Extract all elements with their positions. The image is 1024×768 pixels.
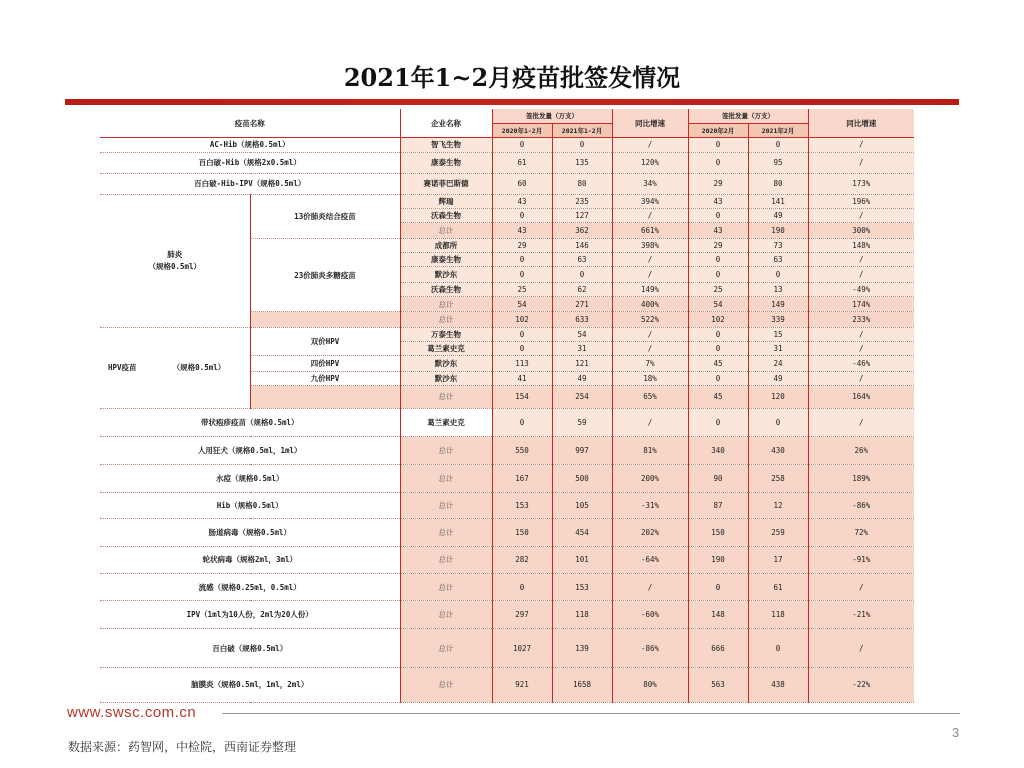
row-value-2021-feb: 73 bbox=[748, 238, 808, 252]
row-yoy-jan-feb: / bbox=[612, 342, 688, 356]
table-row bbox=[100, 174, 914, 195]
row-value-2020-jan-feb: 113 bbox=[492, 356, 552, 371]
row-yoy-jan-feb: -64% bbox=[612, 547, 688, 574]
row-value-2021-jan-feb: 80 bbox=[552, 174, 612, 195]
row-yoy-feb: / bbox=[808, 629, 914, 668]
row-value-2020-jan-feb: 154 bbox=[492, 386, 552, 409]
row-value-2020-jan-feb: 0 bbox=[492, 573, 552, 601]
row-yoy-jan-feb: 80% bbox=[612, 667, 688, 702]
row-yoy-jan-feb: -60% bbox=[612, 601, 688, 629]
row-value-2020-feb: 45 bbox=[688, 386, 748, 409]
row-vaccine-name: 轮状病毒（规格2ml，3ml） bbox=[100, 547, 400, 574]
row-vaccine-name: 百白破（规格0.5ml） bbox=[100, 629, 400, 668]
row-yoy-feb: / bbox=[808, 327, 914, 341]
row-value-2021-feb: 149 bbox=[748, 297, 808, 312]
row-yoy-feb: -21% bbox=[808, 601, 914, 629]
table-row bbox=[100, 629, 914, 668]
row-value-2020-feb: 0 bbox=[688, 208, 748, 222]
row-value-2021-feb: 0 bbox=[748, 629, 808, 668]
header-period-2020-feb: 2020年2月 bbox=[688, 123, 748, 137]
row-value-2021-feb: 0 bbox=[748, 408, 808, 437]
header-yoy-1: 同比增速 bbox=[612, 109, 688, 138]
row-yoy-feb: 148% bbox=[808, 238, 914, 252]
row-value-2021-feb: 49 bbox=[748, 208, 808, 222]
row-company: 成都所 bbox=[400, 238, 492, 252]
header-company: 企业名称 bbox=[400, 109, 492, 138]
row-value-2020-feb: 666 bbox=[688, 629, 748, 668]
row-value-2021-feb: 31 bbox=[748, 342, 808, 356]
row-value-2020-jan-feb: 41 bbox=[492, 371, 552, 385]
row-value-2021-feb: 430 bbox=[748, 437, 808, 465]
row-value-2021-jan-feb: 118 bbox=[552, 601, 612, 629]
row-value-2021-jan-feb: 54 bbox=[552, 327, 612, 341]
group-pneumonia: 肺炎 （规格0.5ml） bbox=[100, 194, 250, 327]
row-company: 沃森生物 bbox=[400, 282, 492, 296]
row-yoy-feb: / bbox=[808, 208, 914, 222]
row-yoy-feb: 233% bbox=[808, 312, 914, 327]
row-company: 万泰生物 bbox=[400, 327, 492, 341]
row-value-2020-jan-feb: 61 bbox=[492, 152, 552, 174]
page-title: 2021年1~2月疫苗批签发情况 bbox=[343, 63, 681, 92]
row-yoy-feb: / bbox=[808, 138, 914, 152]
row-yoy-jan-feb: / bbox=[612, 208, 688, 222]
row-value-2020-feb: 90 bbox=[688, 465, 748, 493]
row-vaccine-name: 脑膜炎（规格0.5ml，1ml，2ml） bbox=[100, 667, 400, 702]
row-yoy-feb: -22% bbox=[808, 667, 914, 702]
row-value-2021-feb: 63 bbox=[748, 252, 808, 266]
table-row bbox=[100, 573, 914, 601]
row-value-2020-jan-feb: 282 bbox=[492, 547, 552, 574]
row-yoy-feb: -46% bbox=[808, 356, 914, 371]
row-value-2021-jan-feb: 0 bbox=[552, 138, 612, 152]
row-value-2020-feb: 0 bbox=[688, 408, 748, 437]
row-vaccine-name: 水痘（规格0.5ml） bbox=[100, 465, 400, 493]
row-value-2020-jan-feb: 0 bbox=[492, 267, 552, 282]
header-period-2021-feb: 2021年2月 bbox=[748, 123, 808, 137]
footer-divider bbox=[222, 713, 960, 714]
group-hpv4: 四价HPV bbox=[250, 356, 400, 371]
row-vaccine-name: Hib（规格0.5ml） bbox=[100, 492, 400, 519]
row-value-2021-jan-feb: 153 bbox=[552, 573, 612, 601]
header-approved-volume: 签批发量（万支） bbox=[492, 109, 612, 123]
row-yoy-feb: -49% bbox=[808, 282, 914, 296]
row-company: 总计 bbox=[400, 312, 492, 327]
row-yoy-jan-feb: -31% bbox=[612, 492, 688, 519]
row-vaccine-name: IPV（1ml为10人份，2ml为20人份） bbox=[100, 601, 400, 629]
row-value-2020-feb: 0 bbox=[688, 138, 748, 152]
row-value-2021-feb: 0 bbox=[748, 138, 808, 152]
row-value-2020-jan-feb: 153 bbox=[492, 492, 552, 519]
row-value-2021-feb: 95 bbox=[748, 152, 808, 174]
row-company: 总计 bbox=[400, 386, 492, 409]
row-value-2020-feb: 0 bbox=[688, 573, 748, 601]
row-vaccine-name: 百白破-Hib（规格2x0.5ml） bbox=[100, 152, 400, 174]
row-value-2020-feb: 43 bbox=[688, 194, 748, 208]
row-company: 总计 bbox=[400, 573, 492, 601]
vaccine-approval-table bbox=[100, 109, 914, 703]
row-value-2021-jan-feb: 254 bbox=[552, 386, 612, 409]
header-yoy-2: 同比增速 bbox=[808, 109, 914, 138]
row-yoy-jan-feb: / bbox=[612, 573, 688, 601]
row-yoy-feb: / bbox=[808, 152, 914, 174]
row-value-2020-jan-feb: 60 bbox=[492, 174, 552, 195]
row-yoy-feb: 189% bbox=[808, 465, 914, 493]
row-yoy-feb: / bbox=[808, 267, 914, 282]
row-value-2020-feb: 25 bbox=[688, 282, 748, 296]
row-value-2021-feb: 118 bbox=[748, 601, 808, 629]
header-vaccine-name: 疫苗名称 bbox=[100, 109, 400, 138]
row-company: 总计 bbox=[400, 547, 492, 574]
row-vaccine-name: AC-Hib（规格0.5ml） bbox=[100, 138, 400, 152]
row-vaccine-name: 带状疱疹疫苗（规格0.5ml） bbox=[100, 408, 400, 437]
row-yoy-jan-feb: 120% bbox=[612, 152, 688, 174]
row-company: 康泰生物 bbox=[400, 252, 492, 266]
row-company: 智飞生物 bbox=[400, 138, 492, 152]
row-yoy-jan-feb: / bbox=[612, 267, 688, 282]
row-value-2020-feb: 0 bbox=[688, 371, 748, 385]
row-yoy-jan-feb: / bbox=[612, 138, 688, 152]
group-hpv: HPV疫苗 （规格0.5ml） bbox=[100, 327, 250, 408]
row-company: 赛诺菲巴斯德 bbox=[400, 174, 492, 195]
table-row bbox=[100, 492, 914, 519]
group-pcv13: 13价肺炎结合疫苗 bbox=[250, 194, 400, 238]
row-vaccine-name: 流感（规格0.25ml，0.5ml） bbox=[100, 573, 400, 601]
row-yoy-feb: 173% bbox=[808, 174, 914, 195]
table-row bbox=[100, 408, 914, 437]
row-value-2021-jan-feb: 500 bbox=[552, 465, 612, 493]
row-value-2021-feb: 339 bbox=[748, 312, 808, 327]
row-value-2020-jan-feb: 921 bbox=[492, 667, 552, 702]
row-value-2020-jan-feb: 0 bbox=[492, 138, 552, 152]
title-underline-bar bbox=[65, 99, 959, 105]
row-yoy-jan-feb: 202% bbox=[612, 519, 688, 547]
row-value-2021-feb: 49 bbox=[748, 371, 808, 385]
row-yoy-jan-feb: 400% bbox=[612, 297, 688, 312]
table-row bbox=[100, 152, 914, 174]
row-value-2021-jan-feb: 271 bbox=[552, 297, 612, 312]
row-vaccine-name: 人用狂犬（规格0.5ml，1ml） bbox=[100, 437, 400, 465]
row-value-2020-jan-feb: 0 bbox=[492, 252, 552, 266]
row-yoy-feb: 164% bbox=[808, 386, 914, 409]
group-hpv2: 双价HPV bbox=[250, 327, 400, 356]
table-row bbox=[100, 601, 914, 629]
row-value-2020-feb: 340 bbox=[688, 437, 748, 465]
row-value-2021-jan-feb: 62 bbox=[552, 282, 612, 296]
row-company: 总计 bbox=[400, 223, 492, 238]
row-yoy-feb: 196% bbox=[808, 194, 914, 208]
row-value-2021-feb: 190 bbox=[748, 223, 808, 238]
row-yoy-jan-feb: 522% bbox=[612, 312, 688, 327]
row-yoy-jan-feb: 398% bbox=[612, 238, 688, 252]
row-value-2021-jan-feb: 101 bbox=[552, 547, 612, 574]
row-value-2020-jan-feb: 25 bbox=[492, 282, 552, 296]
row-subgroup-blank bbox=[250, 386, 400, 409]
row-company: 总计 bbox=[400, 667, 492, 702]
row-value-2021-feb: 80 bbox=[748, 174, 808, 195]
group-hpv9: 九价HPV bbox=[250, 371, 400, 385]
row-company: 总计 bbox=[400, 465, 492, 493]
row-yoy-feb: -86% bbox=[808, 492, 914, 519]
row-value-2020-jan-feb: 167 bbox=[492, 465, 552, 493]
row-yoy-feb: / bbox=[808, 371, 914, 385]
row-value-2020-jan-feb: 150 bbox=[492, 519, 552, 547]
row-company: 总计 bbox=[400, 519, 492, 547]
row-value-2021-jan-feb: 454 bbox=[552, 519, 612, 547]
row-value-2021-jan-feb: 135 bbox=[552, 152, 612, 174]
row-value-2021-jan-feb: 121 bbox=[552, 356, 612, 371]
row-vaccine-name: 肠道病毒（规格0.5ml） bbox=[100, 519, 400, 547]
table-row bbox=[100, 667, 914, 702]
table-row bbox=[100, 547, 914, 574]
group-ppv23: 23价肺炎多糖疫苗 bbox=[250, 238, 400, 312]
footer-website-link[interactable]: www.swsc.com.cn bbox=[67, 704, 197, 721]
row-yoy-jan-feb: / bbox=[612, 327, 688, 341]
row-yoy-feb: / bbox=[808, 408, 914, 437]
table-row bbox=[100, 437, 914, 465]
row-value-2021-feb: 61 bbox=[748, 573, 808, 601]
row-value-2021-feb: 15 bbox=[748, 327, 808, 341]
row-value-2020-feb: 190 bbox=[688, 547, 748, 574]
row-value-2021-jan-feb: 31 bbox=[552, 342, 612, 356]
row-value-2020-jan-feb: 102 bbox=[492, 312, 552, 327]
row-yoy-feb: 26% bbox=[808, 437, 914, 465]
row-value-2020-feb: 45 bbox=[688, 356, 748, 371]
row-value-2021-jan-feb: 146 bbox=[552, 238, 612, 252]
row-value-2021-feb: 12 bbox=[748, 492, 808, 519]
row-value-2021-feb: 0 bbox=[748, 267, 808, 282]
row-value-2021-feb: 13 bbox=[748, 282, 808, 296]
page-number: 3 bbox=[952, 725, 960, 740]
row-company: 总计 bbox=[400, 437, 492, 465]
row-value-2020-feb: 29 bbox=[688, 238, 748, 252]
row-value-2021-jan-feb: 139 bbox=[552, 629, 612, 668]
row-yoy-jan-feb: 7% bbox=[612, 356, 688, 371]
row-value-2020-feb: 43 bbox=[688, 223, 748, 238]
row-company: 葛兰素史克 bbox=[400, 408, 492, 437]
row-value-2020-feb: 0 bbox=[688, 327, 748, 341]
row-yoy-jan-feb: 200% bbox=[612, 465, 688, 493]
row-value-2021-feb: 17 bbox=[748, 547, 808, 574]
row-yoy-jan-feb: 65% bbox=[612, 386, 688, 409]
row-yoy-feb: / bbox=[808, 252, 914, 266]
row-value-2020-feb: 0 bbox=[688, 252, 748, 266]
row-value-2021-jan-feb: 633 bbox=[552, 312, 612, 327]
table-header-row bbox=[100, 109, 914, 123]
row-value-2021-jan-feb: 362 bbox=[552, 223, 612, 238]
table-row bbox=[100, 519, 914, 547]
table-row bbox=[100, 465, 914, 493]
row-company: 默沙东 bbox=[400, 371, 492, 385]
row-value-2020-jan-feb: 43 bbox=[492, 194, 552, 208]
row-value-2020-feb: 0 bbox=[688, 152, 748, 174]
row-value-2020-jan-feb: 0 bbox=[492, 342, 552, 356]
row-yoy-feb: 174% bbox=[808, 297, 914, 312]
row-value-2021-feb: 258 bbox=[748, 465, 808, 493]
row-value-2021-jan-feb: 127 bbox=[552, 208, 612, 222]
row-yoy-jan-feb: 18% bbox=[612, 371, 688, 385]
row-value-2020-jan-feb: 550 bbox=[492, 437, 552, 465]
row-yoy-feb: / bbox=[808, 342, 914, 356]
row-value-2021-jan-feb: 997 bbox=[552, 437, 612, 465]
row-yoy-jan-feb: / bbox=[612, 252, 688, 266]
row-value-2021-feb: 259 bbox=[748, 519, 808, 547]
row-company: 总计 bbox=[400, 297, 492, 312]
row-company: 默沙东 bbox=[400, 356, 492, 371]
row-yoy-jan-feb: 149% bbox=[612, 282, 688, 296]
row-value-2020-feb: 102 bbox=[688, 312, 748, 327]
row-company: 沃森生物 bbox=[400, 208, 492, 222]
row-yoy-feb: 72% bbox=[808, 519, 914, 547]
table-row bbox=[100, 327, 914, 341]
row-value-2020-jan-feb: 0 bbox=[492, 208, 552, 222]
row-company: 总计 bbox=[400, 601, 492, 629]
row-value-2021-jan-feb: 0 bbox=[552, 267, 612, 282]
row-company: 辉瑞 bbox=[400, 194, 492, 208]
row-value-2020-jan-feb: 54 bbox=[492, 297, 552, 312]
row-subgroup-blank bbox=[250, 312, 400, 327]
row-value-2020-jan-feb: 297 bbox=[492, 601, 552, 629]
row-company: 总计 bbox=[400, 492, 492, 519]
row-value-2020-feb: 148 bbox=[688, 601, 748, 629]
row-value-2020-feb: 563 bbox=[688, 667, 748, 702]
row-value-2021-jan-feb: 1658 bbox=[552, 667, 612, 702]
header-period-2020-jan-feb: 2020年1-2月 bbox=[492, 123, 552, 137]
row-company: 总计 bbox=[400, 629, 492, 668]
table-row bbox=[100, 194, 914, 208]
row-value-2020-feb: 87 bbox=[688, 492, 748, 519]
row-value-2020-jan-feb: 43 bbox=[492, 223, 552, 238]
row-yoy-jan-feb: 394% bbox=[612, 194, 688, 208]
row-value-2020-jan-feb: 29 bbox=[492, 238, 552, 252]
row-value-2021-jan-feb: 63 bbox=[552, 252, 612, 266]
data-source-note: 数据来源：药智网，中检院，西南证券整理 bbox=[68, 740, 297, 754]
row-value-2021-feb: 438 bbox=[748, 667, 808, 702]
row-value-2020-jan-feb: 1027 bbox=[492, 629, 552, 668]
row-company: 康泰生物 bbox=[400, 152, 492, 174]
row-yoy-jan-feb: 81% bbox=[612, 437, 688, 465]
row-yoy-feb: / bbox=[808, 573, 914, 601]
row-value-2020-feb: 29 bbox=[688, 174, 748, 195]
row-value-2020-feb: 54 bbox=[688, 297, 748, 312]
row-value-2020-jan-feb: 0 bbox=[492, 327, 552, 341]
row-company: 葛兰素史克 bbox=[400, 342, 492, 356]
row-value-2021-jan-feb: 235 bbox=[552, 194, 612, 208]
header-approved-volume-feb: 签批发量（万支） bbox=[688, 109, 808, 123]
row-value-2021-feb: 24 bbox=[748, 356, 808, 371]
table-row bbox=[100, 138, 914, 152]
row-yoy-jan-feb: / bbox=[612, 408, 688, 437]
row-yoy-jan-feb: 661% bbox=[612, 223, 688, 238]
row-value-2020-jan-feb: 0 bbox=[492, 408, 552, 437]
row-value-2021-jan-feb: 105 bbox=[552, 492, 612, 519]
row-yoy-jan-feb: -86% bbox=[612, 629, 688, 668]
row-yoy-feb: 300% bbox=[808, 223, 914, 238]
row-value-2021-feb: 141 bbox=[748, 194, 808, 208]
row-company: 默沙东 bbox=[400, 267, 492, 282]
row-yoy-jan-feb: 34% bbox=[612, 174, 688, 195]
header-period-2021-jan-feb: 2021年1-2月 bbox=[552, 123, 612, 137]
row-vaccine-name: 百白破-Hib-IPV（规格0.5ml） bbox=[100, 174, 400, 195]
row-value-2021-feb: 120 bbox=[748, 386, 808, 409]
row-value-2020-feb: 0 bbox=[688, 342, 748, 356]
row-value-2021-jan-feb: 59 bbox=[552, 408, 612, 437]
row-value-2020-feb: 0 bbox=[688, 267, 748, 282]
row-yoy-feb: -91% bbox=[808, 547, 914, 574]
row-value-2021-jan-feb: 49 bbox=[552, 371, 612, 385]
row-value-2020-feb: 150 bbox=[688, 519, 748, 547]
